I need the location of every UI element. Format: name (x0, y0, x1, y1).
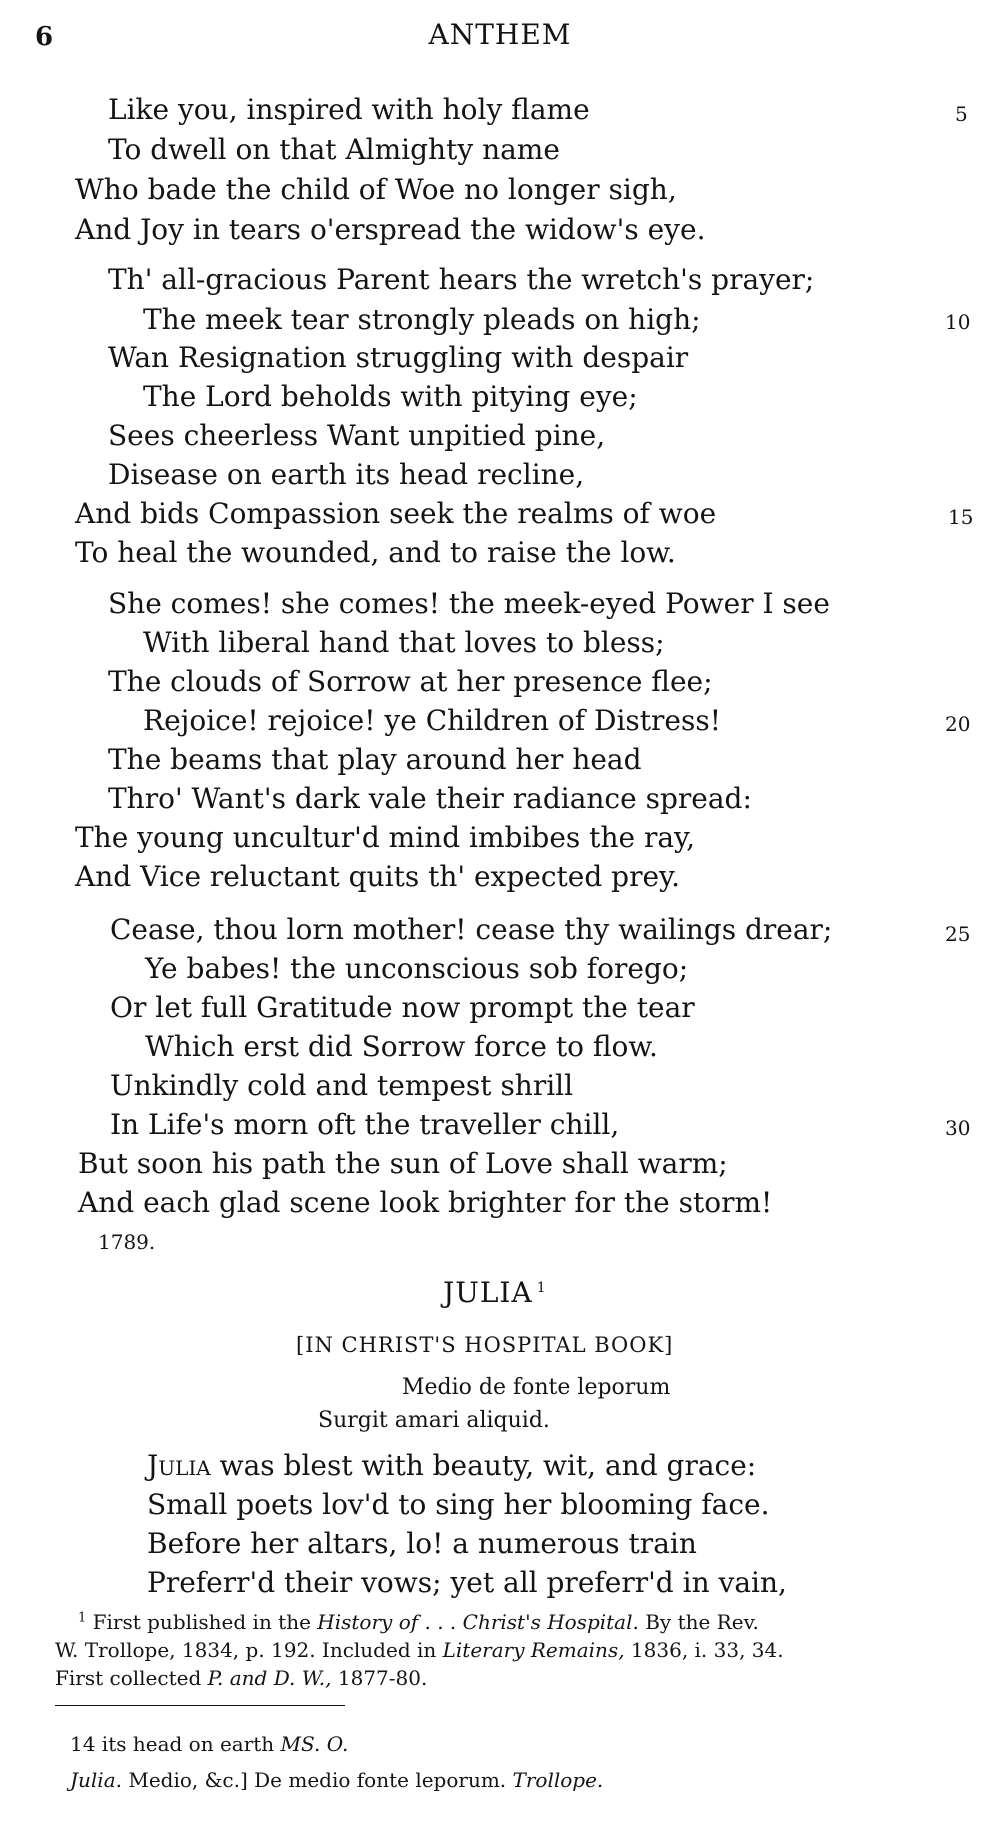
poem-line: She comes! she comes! the meek-eyed Power I see (108, 587, 830, 620)
line-number: 15 (948, 505, 974, 529)
poem-line: But soon his path the sun of Love shall warm; (78, 1147, 728, 1180)
poem-line-rest: was blest with beauty, wit, and grace: (210, 1449, 757, 1482)
poem-line: Rejoice! rejoice! ye Children of Distress! (143, 704, 721, 737)
variant-text: Medio, &c.] De medio fonte leporum. (121, 1768, 513, 1792)
footnote-number: 1 (78, 1610, 87, 1626)
poem-line: Disease on earth its head recline, (108, 458, 585, 491)
poem-line: The beams that play around her head (108, 743, 642, 776)
poem-line: Which erst did Sorrow force to flow. (145, 1030, 658, 1063)
footnote-text: 1877-80. (331, 1666, 428, 1690)
poem-line: And Vice reluctant quits th' expected prey. (75, 860, 681, 893)
line-number: 25 (945, 922, 971, 946)
variant-source: MS. O. (280, 1732, 349, 1756)
poem-line: The clouds of Sorrow at her presence flee; (108, 665, 713, 698)
poem-line: Cease, thou lorn mother! cease thy wailings drear; (110, 913, 833, 946)
poem-first-word: Julia (147, 1449, 211, 1482)
poem-line: And Joy in tears o'erspread the widow's eye. (75, 213, 706, 246)
footnote-marker: 1 (536, 1279, 547, 1296)
footnote-divider (55, 1705, 345, 1706)
poem-line: Th' all-gracious Parent hears the wretch's prayer; (108, 263, 815, 296)
footnote-text: First published in the (86, 1610, 318, 1634)
footnote-line (78, 1610, 759, 1634)
poem-line: Before her altars, lo! a numerous train (147, 1527, 697, 1560)
poem-line: Who bade the child of Woe no longer sigh, (75, 173, 677, 206)
poem-line: In Life's morn oft the traveller chill, (110, 1108, 620, 1141)
poem-line: Or let full Gratitude now prompt the tear (110, 991, 695, 1024)
variant-note (70, 1768, 603, 1792)
poem-line: The Lord beholds with pitying eye; (143, 380, 638, 413)
poem-line: Wan Resignation struggling with despair (108, 341, 689, 374)
line-number: 10 (945, 310, 971, 334)
footnote-line (55, 1666, 427, 1690)
poem-line: Like you, inspired with holy flame (108, 93, 590, 126)
footnote-text: By the Rev. (638, 1610, 759, 1634)
poem-line: Small poets lov'd to sing her blooming face. (147, 1488, 770, 1521)
poem-line: The meek tear strongly pleads on high; (143, 303, 701, 336)
poem-line: Sees cheerless Want unpitied pine, (108, 419, 606, 452)
poem-title (443, 1276, 547, 1309)
poem-subtitle: [IN CHRIST'S HOSPITAL BOOK] (296, 1333, 674, 1357)
poem-line: And bids Compassion seek the realms of woe (75, 497, 717, 530)
variant-text: 14 its head on earth (70, 1732, 281, 1756)
poem-line: And each glad scene look brighter for the storm! (78, 1186, 773, 1219)
footnote-title: History of . . . Christ's Hospital. (317, 1610, 639, 1634)
poem-line: With liberal hand that loves to bless; (143, 626, 665, 659)
poem-line: To dwell on that Almighty name (108, 133, 560, 166)
poem-line (147, 1446, 756, 1486)
running-head: ANTHEM (428, 18, 572, 51)
poem-date: 1789. (98, 1230, 156, 1254)
variant-label: Julia. (70, 1768, 122, 1792)
epigraph-line: Surgit amari aliquid. (318, 1408, 550, 1433)
variant-note (70, 1732, 348, 1756)
footnote-line (55, 1638, 784, 1662)
poem-line: Preferr'd their vows; yet all preferr'd in vain, (147, 1566, 787, 1599)
footnote-text: First collected (55, 1666, 208, 1690)
poem-title-text: JULIA (443, 1276, 533, 1309)
poem-line: To heal the wounded, and to raise the low. (75, 536, 676, 569)
poem-line: The young uncultur'd mind imbibes the ray, (75, 821, 696, 854)
line-number: 5 (955, 102, 968, 126)
footnote-text: W. Trollope, 1834, p. 192. Included in (55, 1638, 443, 1662)
line-number: 30 (945, 1116, 971, 1140)
variant-source: Trollope. (512, 1768, 604, 1792)
poem-line: Unkindly cold and tempest shrill (110, 1069, 574, 1102)
epigraph-line: Medio de fonte leporum (402, 1375, 671, 1400)
line-number: 20 (945, 712, 971, 736)
footnote-text: 1836, i. 33, 34. (624, 1638, 784, 1662)
footnote-title: P. and D. W., (207, 1666, 332, 1690)
poem-line: Ye babes! the unconscious sob forego; (145, 952, 689, 985)
poem-line: Thro' Want's dark vale their radiance spread: (108, 782, 752, 815)
footnote-title: Literary Remains, (442, 1638, 625, 1662)
page-number: 6 (35, 22, 54, 52)
